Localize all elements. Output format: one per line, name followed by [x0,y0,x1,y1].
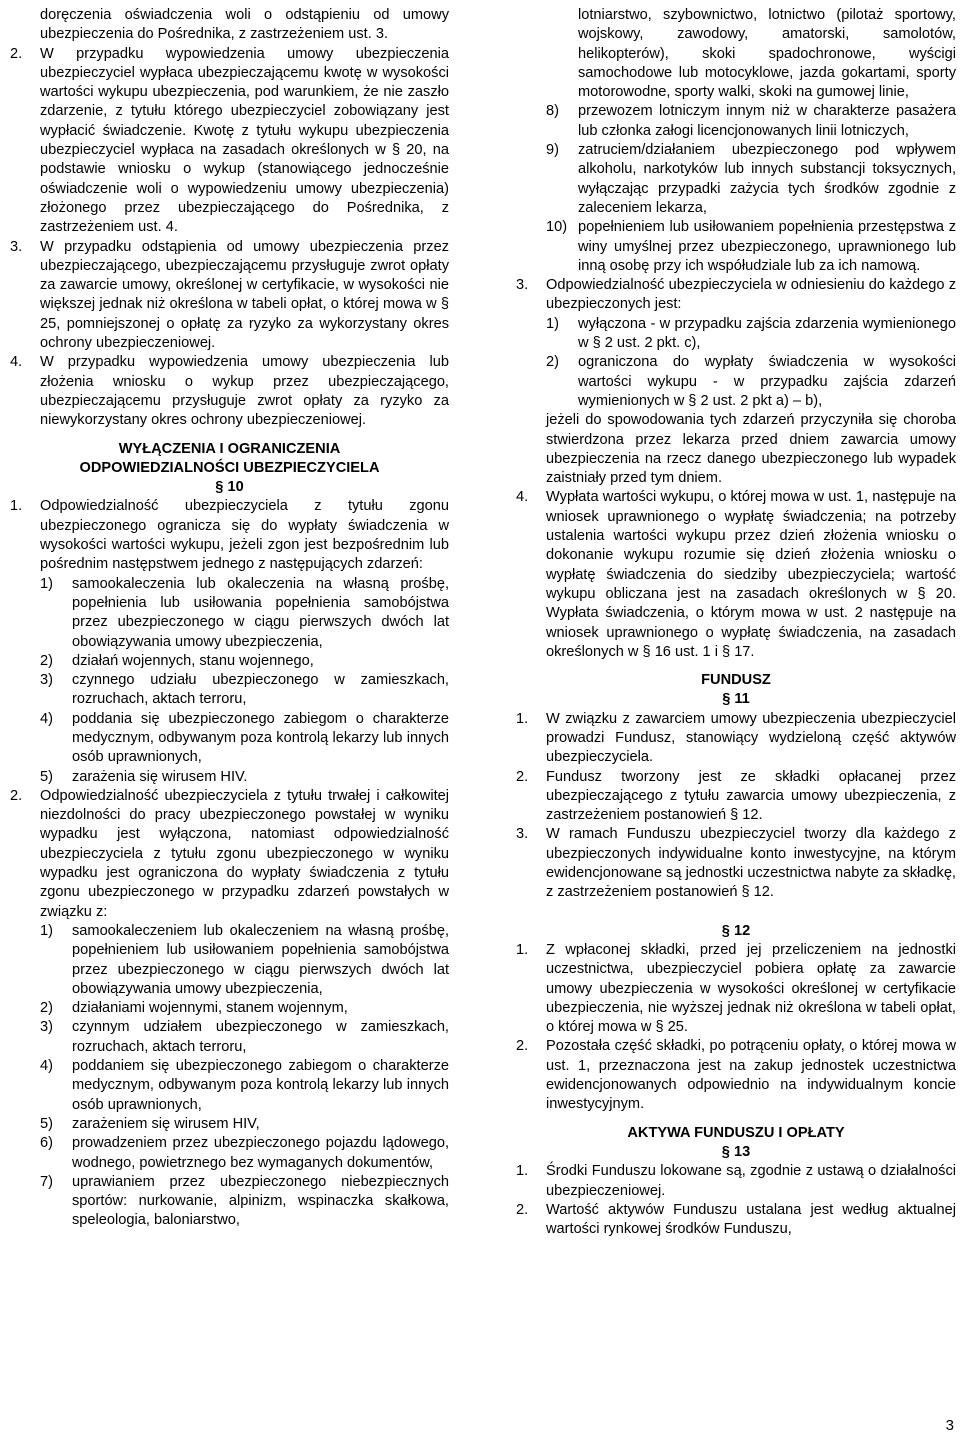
s12-paragraph [516,941,956,1037]
intro-continuation: doręczenia oświadczenia woli o odstąpieniu od umowy ubezpieczenia do Pośrednika, z zastrzeżeniem ust. 3. [40,7,449,43]
list-item-text: czynnego udziału ubezpieczonego w zamieszkach, rozruchach, aktach terroru, [72,672,449,708]
paragraph-number: 3. [10,238,23,255]
s10-2-list [10,922,449,1231]
s10-3-tail: jeżeli do spowodowania tych zdarzeń przyczyniła się choroba stwierdzona przez lekarza przed dniem zawarcia umowy ubezpieczenia na rzecz danego ubezpieczonego lub wypadek zaistniały przed tym dniem. [546,412,956,487]
list-item [546,218,956,276]
list-item-number: 3) [40,1019,53,1036]
paragraph-text: Wypłata wartości wykupu, o której mowa w ust. 1, następuje na wniosek uprawnionego o wypłatę świadczenia; na potrzeby ustalenia wartości wykupu przez dzień złożenia wniosku o dokonanie wykupu rozumie się dzień złożenia wniosku o wypłatę świadczenia do siedziby ubezpieczyciela; wartość wykupu obliczana jest na zasadach określonych w § 20. Wypłata świadczenia, o którym mowa w ust. 2 następuje na wniosek uprawnionego o wypłatę świadczenia, na zasadach określonych w § 16 ust. 1 i § 17. [546,489,956,660]
list-item-number: 7) [40,1173,53,1190]
list-item [40,1173,449,1231]
paragraph-number: 2. [10,787,23,804]
list-item [40,768,449,787]
section-heading-exclusions-1: WYŁĄCZENIA I OGRANICZENIA [118,440,341,457]
list-item-text: czynnym udziałem ubezpieczonego w zamieszkach, rozruchach, aktach terroru, [72,1019,449,1055]
list-item-text: poddaniem się ubezpieczonego zabiegom o charakterze medycznym, odbywanym poza kontrolą lekarzy lub innych osób uprawnionych, [72,1058,449,1113]
paragraph-text: Wartość aktywów Funduszu ustalana jest według aktualnej wartości rynkowej środków Funduszu, [546,1201,956,1238]
paragraph-text: W przypadku wypowiedzenia umowy ubezpieczenia lub złożenia wniosku o wykup przez ubezpieczającego, ubezpieczającemu przysługuje zwrot opłaty za ryzyko za niewykorzystany okres ochrony ubezpieczeniowej. [40,354,449,429]
list-item [40,1115,449,1134]
s10-1-list [10,575,449,787]
list-item-number: 2) [546,354,559,371]
paragraph-text: Pozostała część składki, po potrąceniu opłaty, o której mowa w ust. 1, przeznaczona jest na zakup jednostek uczestnictwa ewidencjonowanych odpowiednio na indywidualnym koncie inwestycyjnym. [546,1038,956,1113]
paragraph-number: 1. [516,941,529,958]
list-item [40,922,449,999]
section-13-number: § 13 [721,1143,751,1160]
list-item-number: 1) [546,315,559,332]
list-item [40,575,449,652]
list-item [40,999,449,1018]
paragraph-4 [10,353,449,430]
left-column [10,6,449,1231]
list-item-text: ograniczona do wypłaty świadczenia w wysokości wartości wykupu - w przypadku zajścia zdarzeń wymienionych w § 2 ust. 2 pkt a) – b), [578,354,956,409]
paragraph-number: 2. [10,45,23,62]
list-item-text: przewozem lotniczym innym niż w charakterze pasażera lub członka załogi licencjonowanych linii lotniczych, [578,103,956,139]
paragraph-number: 2. [516,1038,529,1055]
s13-paragraph [516,1162,956,1201]
list-item [546,315,956,354]
list-item [546,102,956,141]
list-item-text: zatruciem/działaniem ubezpieczonego pod wpływem alkoholu, narkotyków lub innych substancji toksycznych, wyłączając przypadki zażycia tych środków zgodnie z zaleceniem lekarza, [578,142,956,216]
s13-paragraph [516,1201,956,1240]
item-7-continuation: lotniarstwo, szybownictwo, lotnictwo (pilotaż sportowy, wojskowy, zawodowy, amatorski, samolotów, helikopterów), skoki spadochronowe, wyścigi samochodowe lub motocyklowe, jazda gokartami, sporty motorowodne, sporty walki, skoki na gumowej linie, [578,7,956,101]
paragraph-number: 2. [516,768,529,785]
list-item-number: 4) [40,1058,53,1075]
paragraph-text: W związku z zawarciem umowy ubezpieczenia ubezpieczyciel prowadzi Fundusz, stanowiący wydzieloną część aktywów ubezpieczyciela. [546,710,956,766]
list-item-number: 6) [40,1135,53,1152]
paragraph-3 [10,238,449,354]
list-item-text: samookaleczeniem lub okaleczeniem na własną prośbę, popełnieniem lub usiłowaniem popełnienia samobójstwa przez ubezpieczonego w ciągu pierwszych dwóch lat obowiązywania umowy ubezpieczenia, [72,922,449,997]
s10-paragraph-3 [516,276,956,315]
section-10-number: § 10 [215,479,244,496]
list-item-text: samookaleczenia lub okaleczenia na własną prośbę, popełnienia lub usiłowania popełnienia samobójstwa przez ubezpieczonego w ciągu pierwszych dwóch lat obowiązywania umowy ubezpieczenia, [72,575,449,650]
s12-paragraph [516,1037,956,1114]
paragraph-text: Odpowiedzialność ubezpieczyciela z tytułu zgonu ubezpieczonego ogranicza się do wypłaty świadczenia w wysokości wartości wykupu, jeżeli zgon jest bezpośrednim lub pośrednim następstwem jednego z następujących zdarzeń: [40,498,449,573]
paragraph-number: 3. [516,826,529,843]
paragraph-text: Fundusz tworzony jest ze składki opłacanej przez ubezpieczającego z tytułu zawarcia umowy ubezpieczenia, z zastrzeżeniem postanowień § 12. [546,768,956,824]
section-12-number: § 12 [721,922,751,939]
list-item-number: 1) [40,575,53,592]
paragraph-text: Odpowiedzialność ubezpieczyciela z tytułu trwałej i całkowitej niezdolności do pracy ubezpieczonego powstałej w wyniku wypadku jest wyłączona, natomiast odpowiedzialność ubezpieczyciela z tytułu zgonu ubezpieczonego w wyniku wypadku jest ograniczona do wypłaty świadczenia z tytułu zgonu ubezpieczonego w przypadku zdarzeń powstałych w związku z: [40,787,449,920]
list-item-number: 5) [40,1115,53,1132]
list-item-number: 1) [40,922,53,939]
paragraph-text: W przypadku wypowiedzenia umowy ubezpieczenia ubezpieczyciel wypłaca ubezpieczającemu kwotę w wysokości wartości wykupu ubezpieczenia, pod warunkiem, że nie zaszło zdarzenie, z tytułu którego ubezpieczyciel zobowiązany jest wypłacić świadczenie. Kwotę z tytułu wykupu ubezpieczenia ubezpieczyciel wypłaca na zasadach określonych w § 20, na podstawie wniosku o wykup (stanowiącego jednocześnie oświadczenie woli o wypowiedzeniu umowy ubezpieczenia) złożonego przez ubezpieczającego do Pośrednika, z zastrzeżeniem ust. 4. [40,45,449,236]
paragraph-text: Z wpłaconej składki, przed jej przeliczeniem na jednostki uczestnictwa, ubezpieczyciel pobiera opłatę za zawarcie umowy ubezpieczenia w wysokości określonej w certyfikacie ubezpieczenia, nie wyższej jednak niż określona w tabeli opłat, o której mowa w § 25. [546,941,956,1036]
s11-paragraph [516,825,956,902]
list-item [40,1018,449,1057]
list-item [40,1057,449,1115]
list-item-text: poddania się ubezpieczonego zabiegom o charakterze medycznym, odbywanym poza kontrolą lekarzy lub innych osób uprawnionych, [72,710,449,766]
paragraph-number: 1. [10,498,23,515]
paragraph-2 [10,45,449,238]
list-item-text: zarażenia się wirusem HIV. [72,768,248,785]
right-column [516,6,956,1239]
section-heading-aktywa: AKTYWA FUNDUSZU I OPŁATY [627,1124,845,1141]
list-item-number: 10) [546,219,568,236]
paragraph-number: 4. [10,354,23,371]
s11-paragraph [516,710,956,768]
paragraph-number: 4. [516,489,529,506]
list-item-number: 4) [40,710,53,727]
section-11-number: § 11 [722,691,750,708]
section-heading-fundusz: FUNDUSZ [701,672,771,689]
paragraph-number: 2. [516,1201,529,1218]
s10-paragraph-2 [10,787,449,922]
list-item [40,671,449,710]
list-item-text: uprawianiem przez ubezpieczonego niebezpiecznych sportów: nurkowanie, alpinizm, wspinaczka skałkowa, speleologia, baloniarstwo, [72,1173,449,1229]
list-item-text: działań wojennych, stanu wojennego, [72,652,314,669]
list-item-text: zarażeniem się wirusem HIV, [72,1115,260,1132]
page-number: 3 [945,1417,954,1434]
list-item-text: prowadzeniem przez ubezpieczonego pojazdu lądowego, wodnego, powietrznego bez wymaganych dokumentów, [72,1135,449,1171]
paragraph-number: 1. [516,710,529,727]
list-item-text: popełnieniem lub usiłowaniem popełnienia przestępstwa z winy umyślnej przez ubezpieczonego, uprawnionego lub inną osobę przy ich współudziale lub za ich namową. [578,219,956,274]
paragraph-number: 3. [516,277,529,294]
section-heading-exclusions-2: ODPOWIEDZIALNOŚCI UBEZPIECZYCIELA [79,459,380,476]
s10-paragraph-1 [10,497,449,574]
s10-paragraph-4 [516,488,956,662]
list-item [40,710,449,768]
list-item-number: 2) [40,1000,53,1017]
list-item-number: 2) [40,652,53,669]
list-item [546,141,956,218]
list-item-text: działaniami wojennymi, stanem wojennym, [72,1000,348,1017]
paragraph-text: W przypadku odstąpienia od umowy ubezpieczenia przez ubezpieczającego, ubezpieczającemu przysługuje zwrot opłaty za zawarcie umowy, określonej w certyfikacie, w wysokości nie większej jednak niż określona w tabeli opłat, o której mowa w § 25, pomniejszonej o opłatę za ryzyko za wykorzystany okres ochrony ubezpieczeniowej. [40,238,449,352]
list-item [546,353,956,411]
paragraph-text: W ramach Funduszu ubezpieczyciel tworzy dla każdego z ubezpieczonych indywidualne konto inwestycyjne, na którym ewidencjonowane są jednostki uczestnictwa nabyte za składkę, z zastrzeżeniem postanowień § 12. [546,826,956,901]
paragraph-text: Środki Funduszu lokowane są, zgodnie z ustawą o działalności ubezpieczeniowej. [546,1163,956,1199]
paragraph-number: 1. [516,1163,529,1180]
paragraph-text: Odpowiedzialność ubezpieczyciela w odniesieniu do każdego z ubezpieczonych jest: [546,277,956,313]
list-item-number: 8) [546,103,559,120]
list-item-number: 9) [546,142,559,159]
list-item-number: 5) [40,768,53,785]
s11-paragraph [516,768,956,826]
list-item-text: wyłączona - w przypadku zajścia zdarzenia wymienionego w § 2 ust. 2 pkt. c), [578,315,956,352]
list-item [40,652,449,671]
list-item [40,1134,449,1173]
list-item-number: 3) [40,672,53,689]
